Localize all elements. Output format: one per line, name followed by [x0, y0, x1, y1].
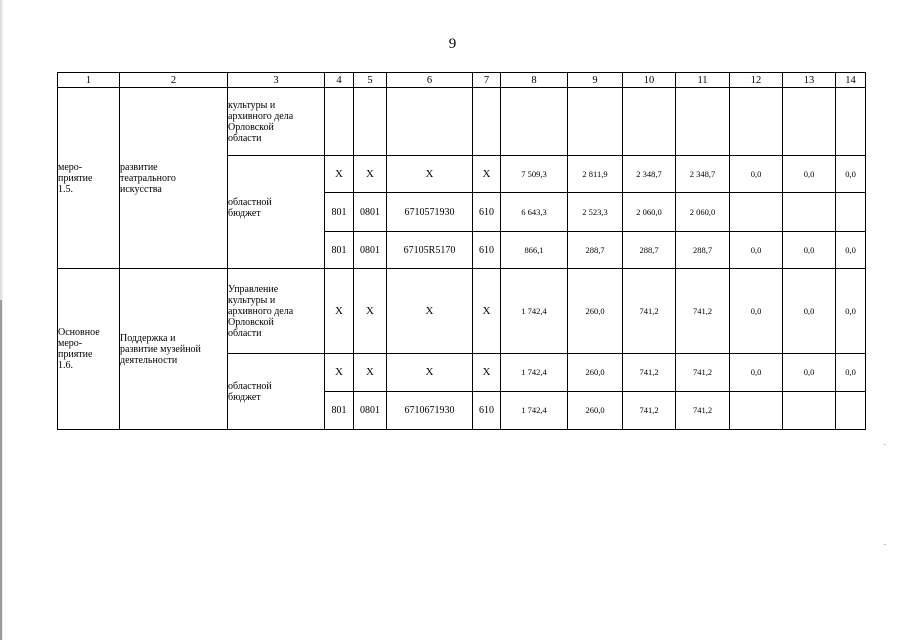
cell-value: 0,0: [836, 232, 866, 269]
measure-name-cell: [120, 88, 228, 269]
cell-total: 1 742,4: [501, 392, 568, 430]
cell-value: 0,0: [836, 156, 866, 193]
cell-grbs: X: [325, 156, 354, 193]
measure-number: Основное меро- приятие 1.6.: [58, 327, 100, 371]
executor-name: культуры и архивного дела Орловской области: [228, 99, 294, 144]
cell-value: 2 811,9: [568, 156, 623, 193]
cell-rzpr: 0801: [354, 232, 387, 269]
cell-csr: 67105R5170: [387, 232, 473, 269]
cell-rzpr: X: [354, 156, 387, 193]
cell-value: 0,0: [730, 156, 783, 193]
cell-value: 0,0: [730, 354, 783, 392]
empty-cell: [387, 88, 473, 156]
cell-value: 2 060,0: [623, 193, 676, 232]
cell-grbs: X: [325, 269, 354, 354]
empty-cell: [836, 88, 866, 156]
cell-rzpr: 0801: [354, 193, 387, 232]
col-header: 3: [228, 73, 325, 88]
cell-value: [783, 392, 836, 430]
cell-vr: 610: [473, 392, 501, 430]
page-edge-shadow: [0, 300, 2, 640]
cell-value: 2 348,7: [676, 156, 730, 193]
empty-cell: [730, 88, 783, 156]
cell-value: 741,2: [676, 354, 730, 392]
col-header: 10: [623, 73, 676, 88]
col-header: 13: [783, 73, 836, 88]
col-header: 4: [325, 73, 354, 88]
budget-label: областной бюджет: [228, 196, 272, 219]
cell-vr: X: [473, 156, 501, 193]
measure-name: развитие театрального искусства: [120, 161, 176, 195]
col-header: 6: [387, 73, 473, 88]
cell-total: 7 509,3: [501, 156, 568, 193]
cell-csr: X: [387, 269, 473, 354]
cell-value: 0,0: [783, 232, 836, 269]
cell-value: 2 523,3: [568, 193, 623, 232]
cell-value: 288,7: [623, 232, 676, 269]
cell-value: 2 348,7: [623, 156, 676, 193]
cell-csr: 6710671930: [387, 392, 473, 430]
budget-cell: [228, 354, 325, 430]
cell-csr: X: [387, 156, 473, 193]
empty-cell: [354, 88, 387, 156]
executor-name: Управление культуры и архивного дела Орловской области: [228, 283, 294, 339]
col-header: 12: [730, 73, 783, 88]
cell-vr: X: [473, 269, 501, 354]
cell-value: 288,7: [568, 232, 623, 269]
empty-cell: [568, 88, 623, 156]
col-header: 1: [58, 73, 120, 88]
cell-value: [730, 193, 783, 232]
cell-value: 0,0: [783, 354, 836, 392]
cell-total: 6 643,3: [501, 193, 568, 232]
cell-value: 741,2: [676, 392, 730, 430]
cell-csr: 6710571930: [387, 193, 473, 232]
col-header: 9: [568, 73, 623, 88]
cell-value: 288,7: [676, 232, 730, 269]
cell-total: 866,1: [501, 232, 568, 269]
measure-number: меро- приятие 1.5.: [58, 161, 93, 195]
cell-csr: X: [387, 354, 473, 392]
budget-label: областной бюджет: [228, 380, 272, 403]
cell-value: 0,0: [783, 156, 836, 193]
budget-table: [57, 72, 866, 430]
measure-number-cell: [58, 269, 120, 430]
cell-vr: 610: [473, 193, 501, 232]
table-row: [58, 88, 866, 156]
measure-name: Поддержка и развитие музейной деятельности: [120, 332, 201, 366]
col-header: 7: [473, 73, 501, 88]
cell-value: 0,0: [836, 354, 866, 392]
empty-cell: [325, 88, 354, 156]
cell-value: 741,2: [623, 392, 676, 430]
cell-value: 2 060,0: [676, 193, 730, 232]
cell-value: 0,0: [836, 269, 866, 354]
cell-grbs: 801: [325, 232, 354, 269]
cell-grbs: 801: [325, 392, 354, 430]
measure-number-cell: [58, 88, 120, 269]
empty-cell: [783, 88, 836, 156]
empty-cell: [473, 88, 501, 156]
cell-value: 741,2: [623, 354, 676, 392]
cell-value: 0,0: [730, 232, 783, 269]
cell-value: 260,0: [568, 392, 623, 430]
scan-speck: [884, 544, 886, 545]
col-header: 2: [120, 73, 228, 88]
cell-value: 741,2: [676, 269, 730, 354]
cell-value: 741,2: [623, 269, 676, 354]
cell-vr: X: [473, 354, 501, 392]
cell-value: 0,0: [783, 269, 836, 354]
budget-cell: [228, 193, 325, 269]
table-row: [58, 269, 866, 354]
cell-value: [783, 193, 836, 232]
executor-cell: [228, 88, 325, 156]
cell-vr: 610: [473, 232, 501, 269]
cell-value: [836, 193, 866, 232]
cell-value: 0,0: [730, 269, 783, 354]
col-header: 5: [354, 73, 387, 88]
scan-speck: [884, 444, 886, 445]
col-header: 11: [676, 73, 730, 88]
measure-name-cell: [120, 269, 228, 430]
column-number-row: [58, 73, 866, 88]
col-header: 14: [836, 73, 866, 88]
cell-value: [836, 392, 866, 430]
cell-value: 260,0: [568, 269, 623, 354]
empty-cell: [623, 88, 676, 156]
executor-cell: [228, 269, 325, 354]
cell-grbs: X: [325, 354, 354, 392]
empty-cell: [676, 88, 730, 156]
cell-rzpr: X: [354, 354, 387, 392]
cell-total: 1 742,4: [501, 269, 568, 354]
cell-rzpr: X: [354, 269, 387, 354]
cell-value: 260,0: [568, 354, 623, 392]
empty-cell: [501, 88, 568, 156]
cell-value: [730, 392, 783, 430]
cell-total: 1 742,4: [501, 354, 568, 392]
empty-cell: [228, 156, 325, 193]
page-number: 9: [448, 36, 457, 52]
cell-rzpr: 0801: [354, 392, 387, 430]
cell-grbs: 801: [325, 193, 354, 232]
col-header: 8: [501, 73, 568, 88]
